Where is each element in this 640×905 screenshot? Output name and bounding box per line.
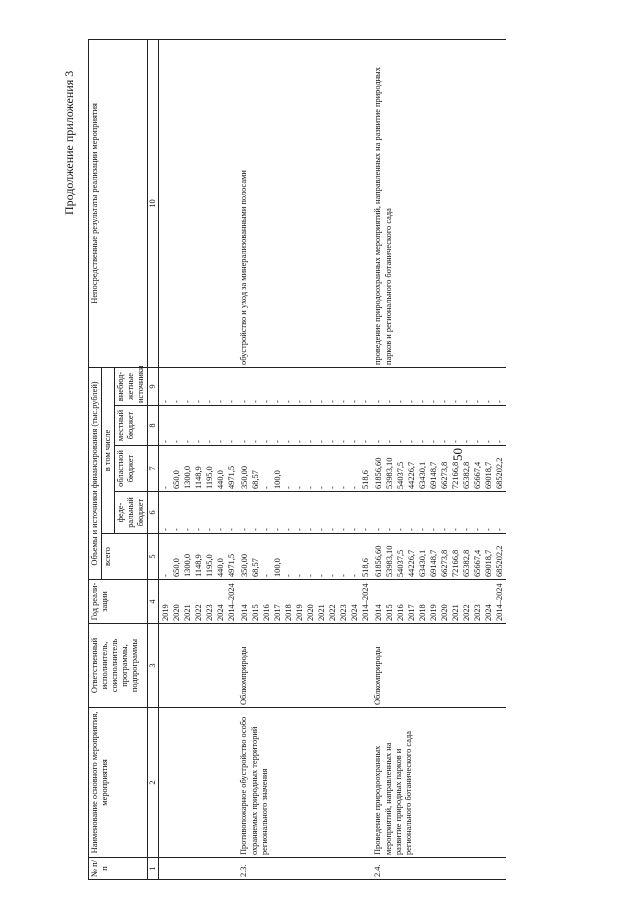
row-executor: Облкомприроды: [372, 624, 506, 708]
row-num: [159, 858, 239, 880]
row-local: - - - - - - - - - - - -: [372, 406, 506, 446]
row-result: проведение природоохранных мероприятий, направленных на развитие природных парков и регионального ботанического сада: [372, 39, 506, 367]
header-including: в том числе: [102, 367, 115, 533]
header-local: местный бюджет: [115, 406, 148, 446]
row-regional: 350,00 68,57 - 100,0 - - - - - - - 518,6: [238, 446, 372, 492]
row-local: - - - - - - -: [159, 406, 239, 446]
row-result: обустройство и уход за минерализованными полосами: [238, 39, 372, 367]
col-number: 2: [148, 708, 159, 858]
col-number: 7: [148, 446, 159, 492]
header-result: Непосредственные результаты реализации мероприятия: [89, 39, 148, 367]
col-number: 9: [148, 367, 159, 405]
row-total: - 650,0 1300,0 1148,9 1195,0 440,0 4971,5: [159, 534, 239, 580]
header-num: № п/п: [89, 858, 148, 880]
col-number: 3: [148, 624, 159, 708]
row-name: Противопожарное обустройство особо охраняемых природных территорий регионального значения: [238, 708, 372, 858]
row-result: [159, 39, 239, 367]
table-row: [238, 39, 372, 879]
header-executor: Ответственный исполнитель, соисполнитель программы, подпрограммы: [89, 624, 148, 708]
row-num: 2.4.: [372, 858, 506, 880]
header-total: всего: [102, 534, 148, 580]
row-num: 2.3.: [238, 858, 372, 880]
header-name: Наименование основного мероприятия, мероприятия: [89, 708, 148, 858]
row-executor: Облкомприроды: [238, 624, 372, 708]
col-number: 8: [148, 406, 159, 446]
row-executor: [159, 624, 239, 708]
col-number: 5: [148, 534, 159, 580]
page-number: 50: [450, 448, 465, 461]
row-name: Проведение природоохранных мероприятий, направленных на развитие природных парков и регионального ботанического сада: [372, 708, 506, 858]
row-extra: - - - - - - - - - - - -: [238, 367, 372, 405]
row-federal: - - - - - - - - - - - -: [372, 492, 506, 534]
row-name: [159, 708, 239, 858]
header-funding: Объемы и источники финансирования (тыс.рублей): [89, 367, 102, 579]
header-extra: внебюд-жетные источники: [115, 367, 148, 405]
row-total: 61856,60 53983,10 54037,5 44226,7 63430,1 69148,7 66273,8 72166,8 65382,8 65667,4 69018,7 685202,2: [372, 534, 506, 580]
table-row: [372, 39, 506, 879]
header-year: Год реали-зации: [89, 580, 148, 624]
row-extra: - - - - - - - - - - - -: [372, 367, 506, 405]
row-regional: 61856,60 53983,10 54037,5 44226,7 63430,1 69148,7 66273,8 72166,8 65382,8 65667,4 69018,7 685202,2: [372, 446, 506, 492]
header-federal: феде-ральный бюджет: [115, 492, 148, 534]
column-numbers-row: [148, 39, 159, 879]
row-total: 350,00 68,57 - 100,0 - - - - - - - 518,6: [238, 534, 372, 580]
col-number: 6: [148, 492, 159, 534]
row-federal: - - - - - - - - - - - -: [238, 492, 372, 534]
col-number: 4: [148, 580, 159, 624]
row-local: - - - - - - - - - - - -: [238, 406, 372, 446]
row-years: 2014 2015 2016 2017 2018 2019 2020 2021 2022 2023 2024 2014–2024: [238, 580, 372, 624]
appendix-title: Продолжение приложения 3: [62, 70, 76, 215]
col-number: 1: [148, 858, 159, 880]
header-regional: областной бюджет: [115, 446, 148, 492]
row-regional: - 650,0 1300,0 1148,9 1195,0 440,0 4971,5: [159, 446, 239, 492]
row-federal: - - - - - - -: [159, 492, 239, 534]
table-row: [159, 39, 239, 879]
row-extra: - - - - - - -: [159, 367, 239, 405]
row-years: 2019 2020 2021 2022 2023 2024 2014–2024: [159, 580, 239, 624]
funding-table: [88, 39, 506, 880]
col-number: 10: [148, 39, 159, 367]
row-years: 2014 2015 2016 2017 2018 2019 2020 2021 2022 2023 2024 2014–2024: [372, 580, 506, 624]
